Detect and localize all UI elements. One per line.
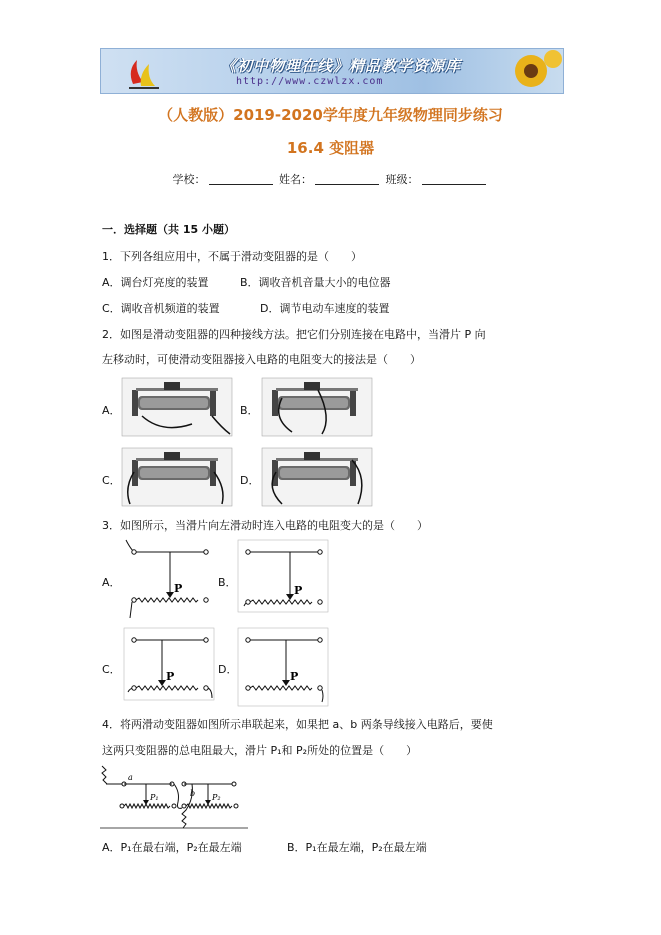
q3-circuit-b [238,540,328,620]
q2-option-b-label[interactable]: B． [240,404,259,417]
q3-circuit-c [124,628,214,708]
q3-a-slider-label: P [174,582,183,595]
q3-circuit-d [238,628,328,708]
header-banner [100,48,564,94]
q1-option-a[interactable]: A．调台灯亮度的装置 [102,276,209,289]
q4-label-a: a [128,773,133,782]
banner-url: http://www.czwlzx.com [236,76,384,87]
q4-label-b: b [190,789,196,798]
q2-rheostat-image-b [262,378,372,436]
q3-c-slider-label: P [166,670,175,683]
q2-rheostat-image-c [122,448,232,506]
q1-stem: 1．下列各组应用中，不属于滑动变阻器的是（ ） [102,250,362,263]
q4-option-b[interactable]: B．P₁在最左端，P₂在最左端 [287,841,427,854]
name-field[interactable] [315,173,379,185]
q2-option-c-label[interactable]: C． [102,474,121,487]
name-label: 姓名： [279,173,312,186]
q4-label-p1: P₁ [150,793,159,802]
document-subtitle: 16.4 变阻器 [286,139,375,157]
q3-b-slider-label: P [294,584,303,597]
section-title: 一．选择题（共 15 小题） [102,223,235,236]
q4-stem-line1: 4．将两滑动变阻器如图所示串联起来，如果把 a、b 两条导线接入电路后，要使 [102,718,493,731]
q2-rheostat-image-d [262,448,372,506]
q3-circuit-a [124,540,214,620]
q1-option-c[interactable]: C．调收音机频道的装置 [102,302,220,315]
q3-stem: 3．如图所示，当滑片向左滑动时连入电路的电阻变大的是（ ） [102,519,428,532]
q3-option-c-label[interactable]: C． [102,663,121,676]
banner-title: 《初中物理在线》精品教学资源库 [221,57,462,75]
q3-d-slider-label: P [290,670,299,683]
school-label: 学校： [172,173,206,186]
q3-option-d-label[interactable]: D． [218,663,238,676]
document-title: （人教版）2019-2020学年度九年级物理同步练习 [158,106,503,124]
q3-option-b-label[interactable]: B． [218,576,237,589]
q4-label-p2: P₂ [212,793,221,802]
q3-option-a-label[interactable]: A． [102,576,121,589]
q2-option-d-label[interactable]: D． [240,474,260,487]
q2-option-a-label[interactable]: A． [102,404,121,417]
student-info-row [0,171,661,187]
q1-option-b[interactable]: B．调收音机音量大小的电位器 [240,276,391,289]
q4-series-rheostats-diagram [100,762,250,834]
logo-icon [123,52,163,92]
sunflower-icon [501,49,561,93]
q4-option-a[interactable]: A．P₁在最右端，P₂在最左端 [102,841,242,854]
q2-rheostat-image-a [122,378,232,436]
q2-stem-line2: 左移动时，可使滑动变阻器接入电路的电阻变大的接法是（ ） [102,353,421,366]
class-field[interactable] [422,173,486,185]
q4-stem-line2: 这两只变阻器的总电阻最大，滑片 P₁和 P₂所处的位置是（ ） [102,744,418,757]
q1-option-d[interactable]: D．调节电动车速度的装置 [260,302,390,315]
school-field[interactable] [209,173,273,185]
q2-stem-line1: 2．如图是滑动变阻器的四种接线方法。把它们分别连接在电路中，当滑片 P 向 [102,328,486,341]
class-label: 班级： [385,173,419,186]
